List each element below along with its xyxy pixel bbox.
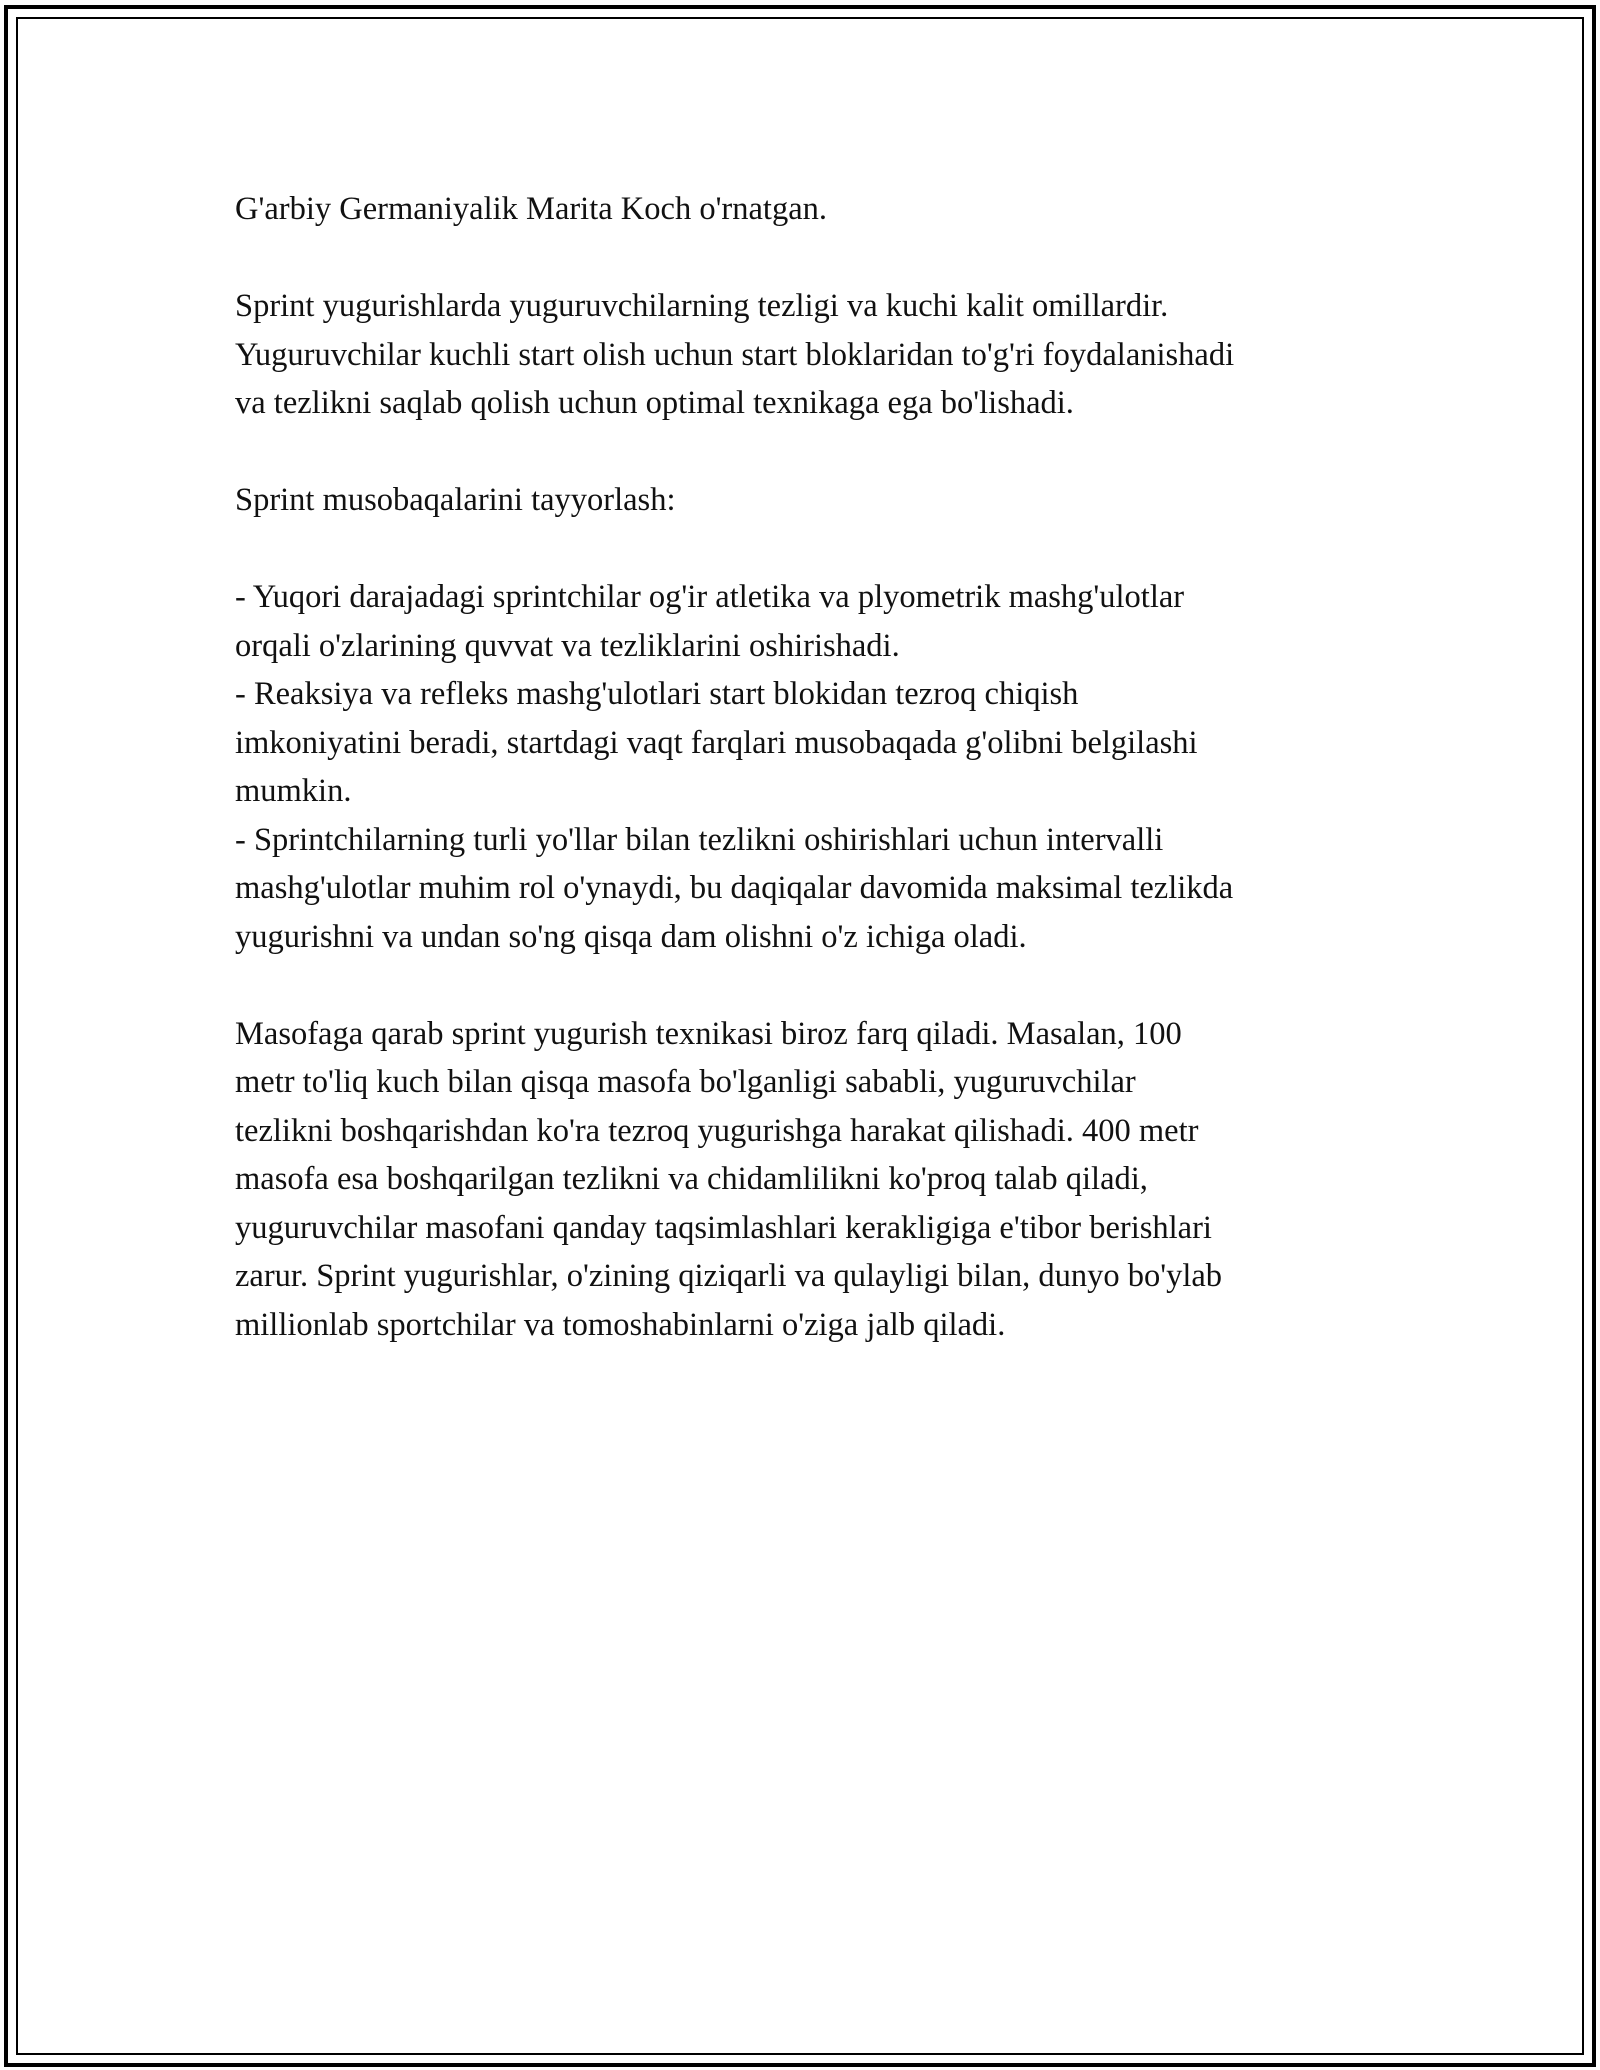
list-item [235,670,1385,816]
text-line: Sprint musobaqalarini tayyorlash: [235,482,676,518]
text-line: metr to'liq kuch bilan qisqa masofa bo'lganligi sababli, yuguruvchilar [235,1064,1136,1100]
text-line: tezlikni boshqarishdan ko'ra tezroq yugurishga harakat qilishadi. 400 metr [235,1112,1199,1149]
text-line: millionlab sportchilar va tomoshabinlarni o'ziga jalb qiladi. [235,1306,1006,1343]
text-line: yugurishni va undan so'ng qisqa dam olishni o'z ichiga oladi. [235,918,1027,955]
text-line: zarur. Sprint yugurishlar, o'zining qiziqarli va qulayligi bilan, dunyo bo'ylab [235,1258,1223,1294]
text-line: - Sprintchilarning turli yo'llar bilan tezlikni oshirishlari uchun intervalli [235,821,1164,858]
text-line: orqali o'zlarining quvvat va tezliklarini oshirishadi. [235,627,900,664]
paragraph-sprint-factors [235,282,1385,428]
text-line: Yuguruvchilar kuchli start olish uchun start bloklaridan to'g'ri foydalanishadi [235,336,1235,373]
text-line: - Yuqori darajadagi sprintchilar og'ir atletika va plyometrik mashg'ulotlar [235,579,1185,615]
text-line: yuguruvchilar masofani qanday taqsimlashlari kerakligiga e'tibor berishlari [235,1209,1212,1246]
text-line: va tezlikni saqlab qolish uchun optimal texnikaga ega bo'lishadi. [235,385,1074,421]
text-line: - Reaksiya va refleks mashg'ulotlari start blokidan tezroq chiqish [235,676,1079,712]
text-line: Masofaga qarab sprint yugurish texnikasi biroz farq qiladi. Masalan, 100 [235,1015,1182,1052]
paragraph-distance-technique [235,1010,1385,1350]
text-line: Sprint yugurishlarda yuguruvchilarning tezligi va kuchi kalit omillardir. [235,288,1169,324]
paragraph-intro [235,185,1385,234]
document-body [235,185,1385,1398]
preparation-list [235,573,1385,961]
list-item [235,816,1385,962]
text-line: masofa esa boshqarilgan tezlikni va chidamlilikni ko'proq talab qiladi, [235,1161,1148,1197]
text-line: mumkin. [235,773,352,809]
text-line: imkoniyatini beradi, startdagi vaqt farqlari musobaqada g'olibni belgilashi [235,724,1198,761]
list-item [235,573,1385,670]
text-line: G'arbiy Germaniyalik Marita Koch o'rnatgan. [235,191,827,227]
text-line: mashg'ulotlar muhim rol o'ynaydi, bu daqiqalar davomida maksimal tezlikda [235,870,1234,906]
paragraph-heading-preparation [235,476,1385,525]
